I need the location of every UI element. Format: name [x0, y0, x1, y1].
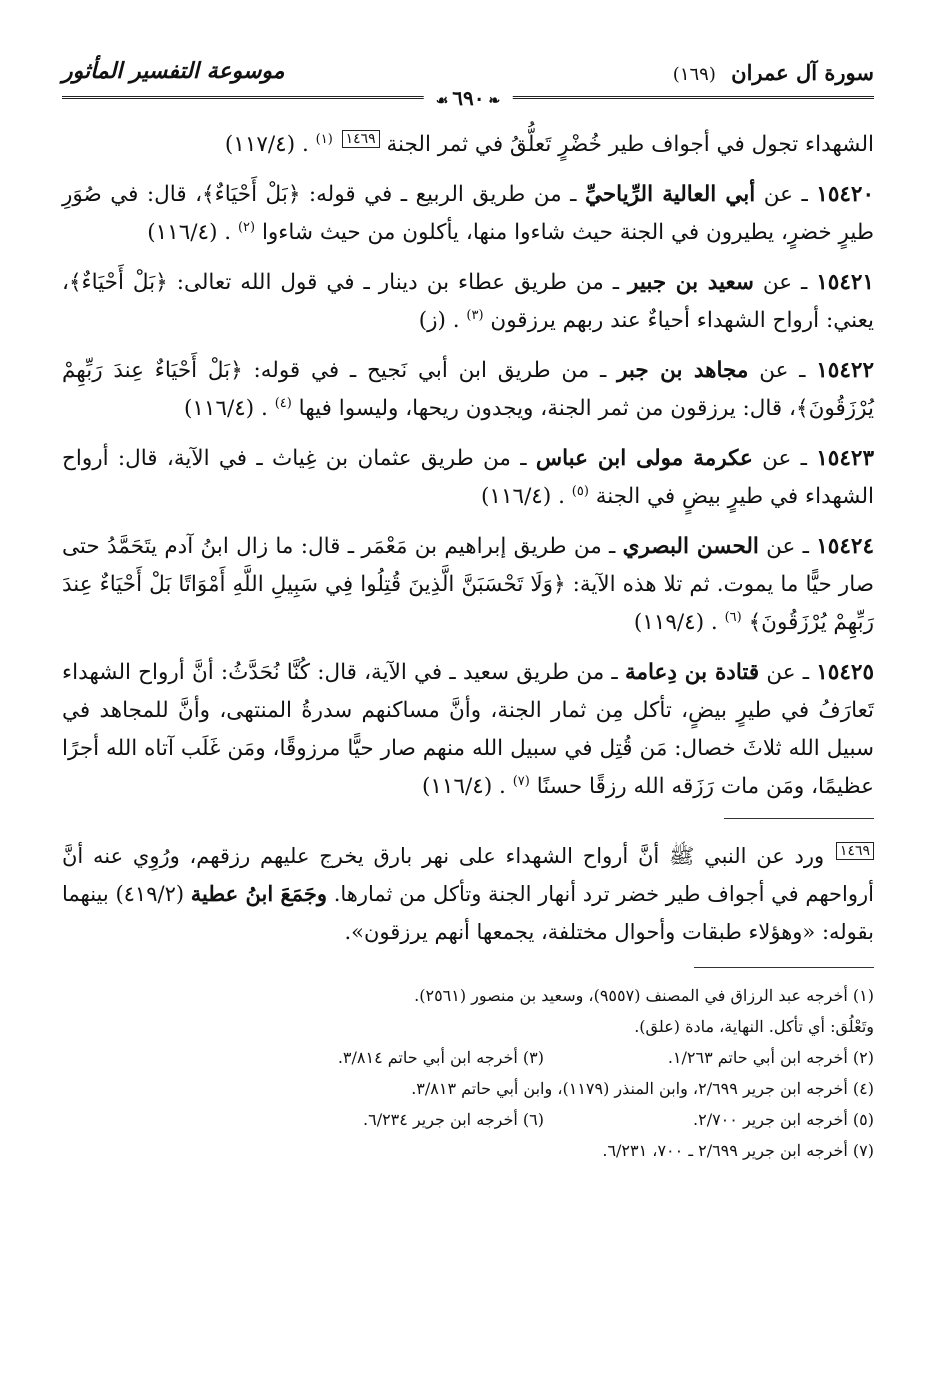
narration-number: ١٥٤٢٠ — [816, 182, 875, 207]
narration-prefix: ـ عن — [759, 358, 806, 383]
narration-prefix: ـ عن — [766, 660, 810, 685]
verse-number: (١٦٩) — [672, 64, 716, 85]
narration-text: ـ من طريق سعيد ـ في الآية، قال: كُنَّا نُحَدَّثُ: أنَّ أرواح الشهداء تَعارَفُ في طيرٍ بيضٍ، تأكل مِن ثمار الجنة، وأنَّ مساكنهم سدرةُ المنتهى، وأنَّ للمجاهد في سبيل الله ثلاثَ خصال: مَن قُتِل في سبيل الله منهم صار حيًّا مرزوقًا، ومَن غَلَب آتاه الله أجرًا عظيمًا، ومَن مات رَزَقه الله رزقًا حسنًا — [62, 660, 874, 799]
footnote-marker: (٦) — [724, 609, 742, 625]
narration-paragraph — [62, 528, 874, 642]
narration-prefix: ـ عن — [762, 446, 807, 471]
narrator-name: عكرمة مولى ابن عباس — [535, 446, 753, 471]
narration-number: ١٥٤٢٤ — [816, 534, 874, 559]
narration-text: ـ من طريق الربيع ـ في قوله: ﴿بَلْ أَحْيَاءٌ﴾، قال: في صُوَرِ طيرٍ خضرٍ، يطيرون في الجنة حيث شاءوا منها، يأكلون من حيث شاءوا — [62, 182, 874, 245]
narration-text: ـ من طريق عثمان بن غِياث ـ في الآية، قال: أرواح الشهداء في طيرٍ بيضٍ في الجنة — [62, 446, 874, 509]
narration-text: ـ من طريق ابن أبي نَجيح ـ في قوله: ﴿بَلْ أَحْيَاءٌ عِندَ رَبِّهِمْ يُرْزَقُونَ﴾، قال: يرزقون من ثمر الجنة، ويجدون ريحها، وليسوا فيها — [62, 358, 874, 421]
narration-paragraph — [62, 440, 874, 516]
volume-reference: . (١١٦/٤) — [421, 774, 506, 799]
narration-text: ـ من طريق إبراهيم بن مَعْمَر ـ قال: ما زال ابنُ آدم يتَحَمَّدُ حتى صار حيًّا ما يموت. ثم تلا هذه الآية: ﴿وَلَا تَحْسَبَنَّ الَّذِينَ قُتِلُوا فِي سَبِيلِ اللَّهِ أَمْوَاتًا بَلْ أَحْيَاءٌ عِندَ رَبِّهِمْ يُرْزَقُونَ﴾ — [62, 534, 874, 635]
surah-heading — [673, 60, 874, 85]
footnote-row — [62, 1073, 874, 1104]
footnotes — [62, 980, 874, 1166]
ornament-icon: ☙ — [435, 93, 449, 109]
narration-paragraph — [62, 176, 874, 252]
narration-number: ١٥٤٢٢ — [816, 358, 874, 383]
footnote-item: (١) أخرجه عبد الرزاق في المصنف (٩٥٥٧)، وسعيد بن منصور (٢٥٦١). — [414, 986, 874, 1005]
ornament-icon: ❧ — [488, 93, 501, 109]
narration-prefix: ـ عن — [766, 534, 809, 559]
running-header — [62, 48, 874, 110]
footnote-marker: (١) — [315, 131, 333, 147]
footnote-item: (٥) أخرجه ابن جرير ٢/٧٠٠. — [693, 1110, 874, 1129]
narration-paragraph — [62, 264, 874, 340]
narrator-name: الحسن البصري — [622, 534, 759, 559]
narration-prefix: ـ عن — [763, 182, 808, 207]
note-text-2: (٤١٩/٢) بينهما بقوله: «وهؤلاء طبقات وأحوال مختلفة، يجمعها أنهم يرزقون». — [62, 882, 874, 944]
footnote-marker: (٢) — [237, 219, 256, 235]
footnote-marker: (٣) — [466, 307, 484, 323]
narrator-name: سعيد بن جبير — [628, 270, 754, 295]
footnote-item: (٦) أخرجه ابن جرير ٦/٢٣٤. — [363, 1110, 544, 1129]
surah-name: سورة آل عمران — [731, 60, 874, 85]
note-number-box: ١٤٦٩ — [836, 842, 874, 860]
footnote-row — [62, 1104, 874, 1135]
footnote-item: (٢) أخرجه ابن أبي حاتم ١/٢٦٣. — [667, 1048, 874, 1067]
note-reference-box: ١٤٦٩ — [342, 130, 380, 148]
footnote-separator — [694, 967, 874, 968]
volume-reference: . (١١٧/٤) — [224, 132, 309, 157]
footnote-row — [62, 1042, 874, 1073]
footnote-item: (٧) أخرجه ابن جرير ٢/٦٩٩ ـ ٧٠٠، ٦/٢٣١. — [602, 1141, 874, 1160]
note-separator — [724, 818, 874, 819]
page-number: ❧٦٩٠☙ — [424, 86, 513, 110]
commentary-note — [62, 837, 874, 951]
footnote-item: وتَعْلُق: أي تأكل. النهاية، مادة (علق). — [634, 1017, 874, 1036]
narration-paragraph — [62, 126, 874, 164]
narration-number: ١٥٤٢١ — [816, 270, 874, 295]
footnote-marker: (٧) — [512, 773, 530, 789]
narration-prefix: ـ عن — [762, 270, 808, 295]
narration-text: الشهداء تجول في أجواف طير خُضْرٍ تَعلُّقُ في ثمر الجنة — [386, 132, 874, 157]
main-text — [62, 126, 874, 806]
footnote-marker: (٤) — [274, 395, 292, 411]
note-text-1: ورد عن النبي ﷺ أنَّ أرواح الشهداء على نهر بارق يخرج عليهم رزقهم، ورُوِي عنه أنَّ أرواحهم في أجواف طير خضر ترد أنهار الجنة وتأكل من ثمارها. — [62, 844, 874, 906]
book-title: موسوعة التفسير المأثور — [62, 58, 285, 84]
volume-reference: . (ز) — [418, 308, 460, 333]
volume-reference: . (١١٦/٤) — [481, 484, 565, 509]
volume-reference: . (١١٦/٤) — [147, 220, 232, 245]
footnote-item: (٤) أخرجه ابن جرير ٢/٦٩٩، وابن المنذر (١١٧٩)، وابن أبي حاتم ٣/٨١٣. — [411, 1079, 874, 1098]
footnote-marker: (٥) — [571, 483, 589, 499]
narration-number: ١٥٤٢٥ — [816, 660, 874, 685]
narration-text: ـ من طريق عطاء بن دينار ـ في قول الله تعالى: ﴿بَلْ أَحْيَاءٌ﴾، يعني: أرواح الشهداء أحياءٌ عند ربهم يرزقون — [62, 270, 874, 333]
narrator-name: قتادة بن دِعامة — [624, 660, 760, 685]
note-bold-text: وجَمَعَ ابنُ عطية — [190, 881, 327, 906]
volume-reference: . (١١٩/٤) — [633, 610, 718, 635]
footnote-row — [62, 980, 874, 1011]
narrator-name: أبي العالية الرِّياحيِّ — [584, 182, 756, 207]
footnote-item: (٣) أخرجه ابن أبي حاتم ٣/٨١٤. — [337, 1048, 544, 1067]
page — [62, 48, 874, 1166]
narration-paragraph — [62, 352, 874, 428]
narration-number: ١٥٤٢٣ — [816, 446, 874, 471]
volume-reference: . (١١٦/٤) — [183, 396, 268, 421]
footnote-row — [62, 1011, 874, 1042]
narration-paragraph — [62, 654, 874, 806]
narrator-name: مجاهد بن جبر — [617, 358, 749, 383]
footnote-row — [62, 1135, 874, 1166]
